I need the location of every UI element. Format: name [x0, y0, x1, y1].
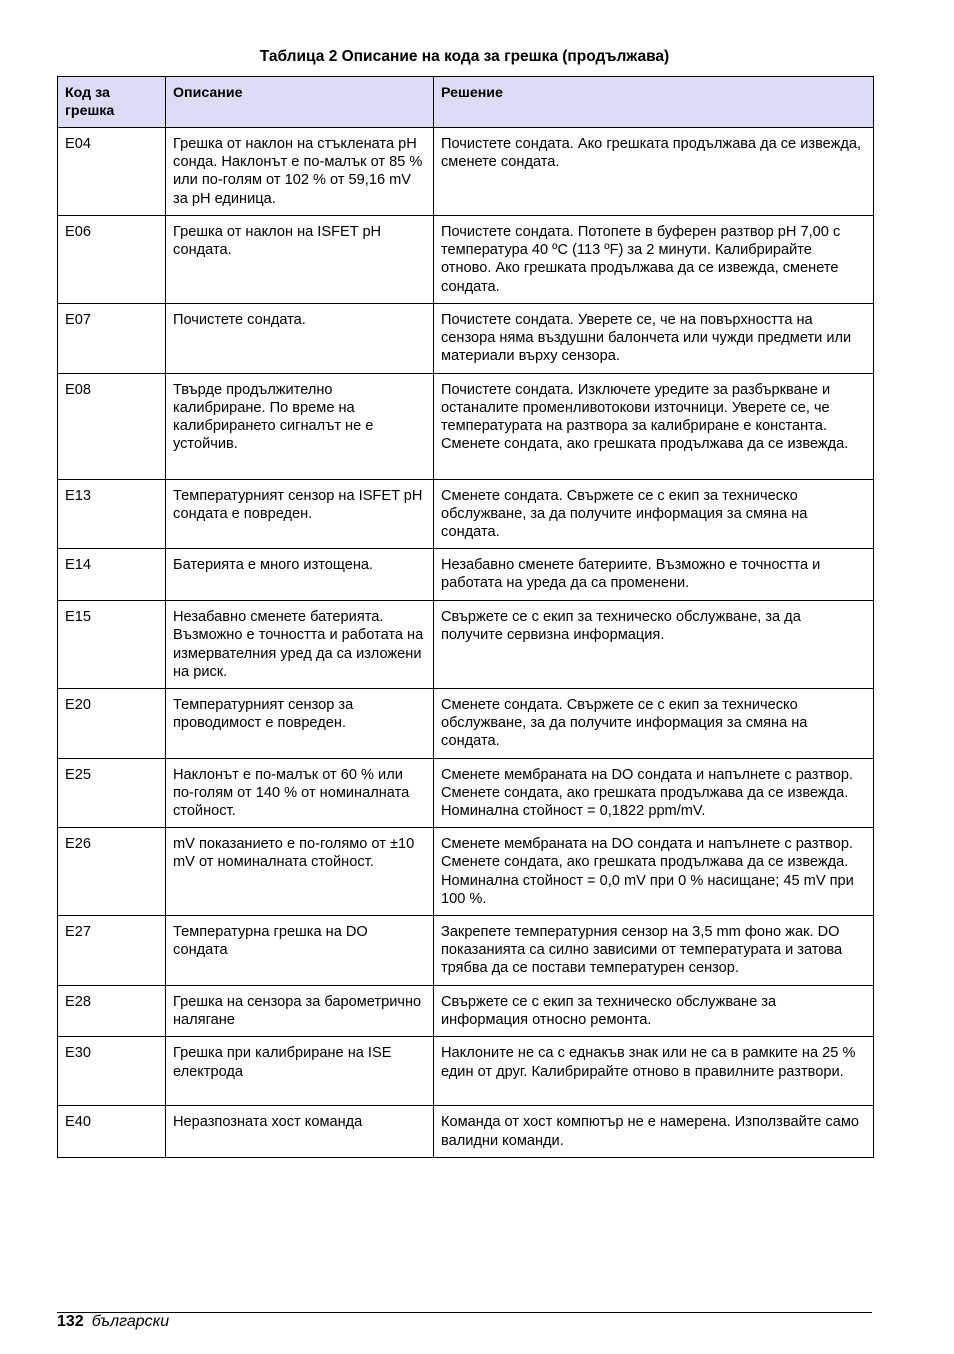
error-code: E20	[58, 689, 166, 759]
error-description: Грешка от наклон на ISFET pH сондата.	[166, 216, 434, 304]
table-row	[58, 216, 874, 304]
error-code: E04	[58, 128, 166, 216]
error-description: Грешка на сензора за барометрично налягане	[166, 986, 434, 1037]
table-row	[58, 828, 874, 916]
table-row	[58, 601, 874, 689]
table-row	[58, 549, 874, 601]
error-solution: Почистете сондата. Уверете се, че на повърхността на сензора няма въздушни балончета или чужди предмети или материали върху сензора.	[434, 304, 874, 374]
error-description: Грешка при калибриране на ISE електрода	[166, 1037, 434, 1106]
table-row	[58, 986, 874, 1037]
error-description: Батерията е много изтощена.	[166, 549, 434, 601]
error-code: E40	[58, 1106, 166, 1157]
error-description: Почистете сондата.	[166, 304, 434, 374]
table-header-row	[58, 77, 874, 128]
error-solution: Команда от хост компютър не е намерена. Използвайте само валидни команди.	[434, 1106, 874, 1157]
table-caption: Таблица 2 Описание на кода за грешка (продължава)	[259, 48, 670, 65]
table-row	[58, 916, 874, 986]
error-code: E07	[58, 304, 166, 374]
error-description: Температурният сензор за проводимост е повреден.	[166, 689, 434, 759]
page-number: 132	[57, 1313, 84, 1330]
error-description: Твърде продължително калибриране. По време на калибрирането сигналът не е устойчив.	[166, 373, 434, 479]
error-solution: Сменете мембраната на DO сондата и напълнете с разтвор. Сменете сондата, ако грешката продължава да се извежда. Номинална стойност = 0,1822 ppm/mV.	[434, 758, 874, 828]
table-row	[58, 128, 874, 216]
error-description: Грешка от наклон на стъклената pH сонда. Наклонът е по-малък от 85 % или по-голям от 102 % от 59,16 mV за pH единица.	[166, 128, 434, 216]
table-row	[58, 373, 874, 479]
error-solution: Наклоните не са с еднакъв знак или не са в рамките на 25 % един от друг. Калибрирайте отново в правилните разтвори.	[434, 1037, 874, 1106]
error-code: E06	[58, 216, 166, 304]
table-row	[58, 1106, 874, 1157]
error-description: Неразпозната хост команда	[166, 1106, 434, 1157]
error-code: E15	[58, 601, 166, 689]
table-row	[58, 304, 874, 374]
error-solution: Сменете сондата. Свържете се с екип за техническо обслужване, за да получите информация за смяна на сондата.	[434, 479, 874, 549]
error-description: mV показанието е по-голямо от ±10 mV от номиналната стойност.	[166, 828, 434, 916]
error-code: E26	[58, 828, 166, 916]
footer-language: български	[91, 1313, 170, 1330]
error-description: Наклонът е по-малък от 60 % или по-голям от 140 % от номиналната стойност.	[166, 758, 434, 828]
error-code: E30	[58, 1037, 166, 1106]
header-code: Код за грешка	[58, 77, 166, 128]
header-description: Описание	[166, 77, 434, 128]
table-row	[58, 689, 874, 759]
header-solution: Решение	[434, 77, 874, 128]
page-footer	[57, 1312, 169, 1332]
error-solution: Свържете се с екип за техническо обслужване за информация относно ремонта.	[434, 986, 874, 1037]
error-solution: Сменете мембраната на DO сондата и напълнете с разтвор. Сменете сондата, ако грешката продължава да се извежда. Номинална стойност = 0,0 mV при 0 % насищане; 45 mV при 100 %.	[434, 828, 874, 916]
error-solution: Свържете се с екип за техническо обслужване, за да получите сервизна информация.	[434, 601, 874, 689]
error-description: Температурна грешка на DO сондата	[166, 916, 434, 986]
error-solution: Почистете сондата. Изключете уредите за разбъркване и останалите променливотокови източници. Уверете се, че температурата на разтвора за калибриране е константа. Сменете сондата, ако грешката продължава да се извежда.	[434, 373, 874, 479]
error-solution: Почистете сондата. Ако грешката продължава да се извежда, сменете сондата.	[434, 128, 874, 216]
error-description: Температурният сензор на ISFET pH сондата е повреден.	[166, 479, 434, 549]
error-code: E25	[58, 758, 166, 828]
error-solution: Незабавно сменете батериите. Възможно е точността и работата на уреда да са променени.	[434, 549, 874, 601]
error-solution: Сменете сондата. Свържете се с екип за техническо обслужване, за да получите информация за смяна на сондата.	[434, 689, 874, 759]
error-code: E13	[58, 479, 166, 549]
error-solution: Почистете сондата. Потопете в буферен разтвор pH 7,00 с температура 40 ºC (113 ºF) за 2 минути. Калибрирайте отново. Ако грешката продължава да се извежда, сменете сондата.	[434, 216, 874, 304]
error-code: E27	[58, 916, 166, 986]
error-code: E28	[58, 986, 166, 1037]
error-solution: Закрепете температурния сензор на 3,5 mm фоно жак. DO показанията са силно зависими от температурата и затова трябва да се постави температурен сензор.	[434, 916, 874, 986]
table-row	[58, 479, 874, 549]
error-description: Незабавно сменете батерията. Възможно е точността и работата на измервателния уред да са изложени на риск.	[166, 601, 434, 689]
error-code: E14	[58, 549, 166, 601]
error-code: E08	[58, 373, 166, 479]
error-code-table	[57, 76, 874, 1158]
table-row	[58, 1037, 874, 1106]
table-row	[58, 758, 874, 828]
footer-divider	[57, 1312, 872, 1313]
